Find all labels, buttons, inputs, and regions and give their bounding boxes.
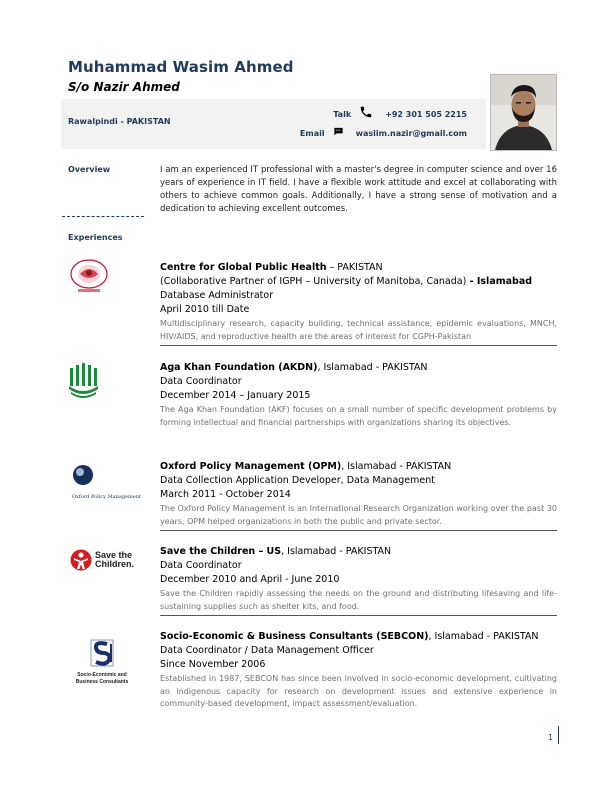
org-name: Aga Khan Foundation (AKDN) xyxy=(160,362,318,373)
save-the-children-logo xyxy=(70,548,134,572)
job-role: Data Coordinator xyxy=(160,560,242,571)
org-name: Oxford Policy Management (OPM) xyxy=(160,461,342,472)
overview-heading: Overview xyxy=(68,165,111,174)
job-period: Since November 2006 xyxy=(160,659,266,670)
page-number: 1 xyxy=(548,733,554,742)
location: Rawalpindi - PAKISTAN xyxy=(68,117,171,126)
job-period: December 2010 and April - June 2010 xyxy=(160,574,340,585)
profile-photo xyxy=(490,74,557,151)
experience-save-the-children xyxy=(160,545,557,616)
job-period: December 2014 – January 2015 xyxy=(160,390,311,401)
father-name: S/o Nazir Ahmed xyxy=(68,80,180,94)
akdn-logo xyxy=(67,362,103,402)
experience-opm xyxy=(160,460,557,531)
sebcon-logo xyxy=(66,638,138,686)
opm-logo-text: Oxford Policy Management xyxy=(72,494,141,500)
job-description: The Aga Khan Foundation (AKF) focuses on a small number of specific development problems by forming intellectual and financial partnerships with organizations sharing its objectives. xyxy=(160,405,557,427)
cgph-logo xyxy=(68,256,110,300)
page-number-bar xyxy=(558,726,559,744)
sebcon-logo-line-1: Socio-Economic and xyxy=(77,672,127,678)
job-divider xyxy=(160,530,557,531)
candidate-name: Muhammad Wasim Ahmed xyxy=(68,58,294,76)
experiences-heading: Experiences xyxy=(68,233,123,242)
experience-akdn xyxy=(160,361,557,429)
job-description: Established in 1987, SEBCON has since been involved in socio-economic development, cultivating an indigenous capacity for research on development issues and extensive experience in community-based development, impact assessment/evaluation. xyxy=(160,674,557,708)
email-address[interactable]: wasiim.nazir@gmail.com xyxy=(355,129,467,138)
job-role: Data Collection Application Developer, Data Management xyxy=(160,475,435,486)
job-role: Data Coordinator / Data Management Officer xyxy=(160,645,374,656)
opm-logo xyxy=(72,464,141,500)
stc-logo-line-2: Children. xyxy=(95,559,135,569)
job-role: Data Coordinator xyxy=(160,376,242,387)
partner-location: - Islamabad xyxy=(466,276,533,287)
job-role: Database Administrator xyxy=(160,290,274,301)
job-description: Multidisciplinary research, capacity building, technical assistance, epidemic evaluations, MNCH, HIV/AIDS, and reproductive health are the areas of interest for CGPH-Pakistan xyxy=(160,319,557,341)
org-location: – PAKISTAN xyxy=(326,262,383,273)
job-divider xyxy=(160,345,557,346)
job-description: The Oxford Policy Management is an International Research Organization working over the past 30 years, OPM helped organizations in both the public and private sector. xyxy=(160,504,557,526)
email-label: Email xyxy=(299,129,325,138)
org-name: Socio-Economic & Business Consultants (SEBCON) xyxy=(160,631,429,642)
partner-note: (Collaborative Partner of IGPH – University of Manitoba, Canada) xyxy=(160,276,467,287)
org-name: Save the Children – US xyxy=(160,546,282,557)
job-period: April 2010 till Date xyxy=(160,304,250,315)
org-location: , Islamabad - PAKISTAN xyxy=(281,546,392,557)
email-row xyxy=(300,129,467,138)
org-location: , Islamabad - PAKISTAN xyxy=(341,461,452,472)
phone-number[interactable]: +92 301 505 2215 xyxy=(385,110,467,119)
org-location: , Islamabad - PAKISTAN xyxy=(428,631,539,642)
experience-cgph xyxy=(160,261,557,346)
job-divider xyxy=(160,615,557,616)
overview-text: I am an experienced IT professional with a master's degree in computer science and over 16 years of experience in IT field. I have a flexible work attitude and excel at collaborating with others to achieve common goals. Additionally, I have a strong sense of motivation and a dedication to achieving excellent outcomes. xyxy=(160,165,557,214)
experience-sebcon xyxy=(160,630,557,711)
sebcon-logo-line-2: Business Consultants xyxy=(75,679,129,685)
phone-row xyxy=(333,110,467,119)
org-name: Centre for Global Public Health xyxy=(160,262,327,273)
email-icon xyxy=(333,126,344,137)
stc-logo-line-1: Save the xyxy=(95,550,133,560)
job-period: March 2011 - October 2014 xyxy=(160,489,291,500)
section-divider xyxy=(62,216,144,217)
phone-icon xyxy=(359,105,373,119)
phone-label: Talk xyxy=(333,110,352,119)
job-description: Save the Children rapidly assessing the needs on the ground and distributing lifesaving and life-sustaining supplies such as shelter kits, and food. xyxy=(160,589,557,611)
org-location: , Islamabad - PAKISTAN xyxy=(317,362,428,373)
